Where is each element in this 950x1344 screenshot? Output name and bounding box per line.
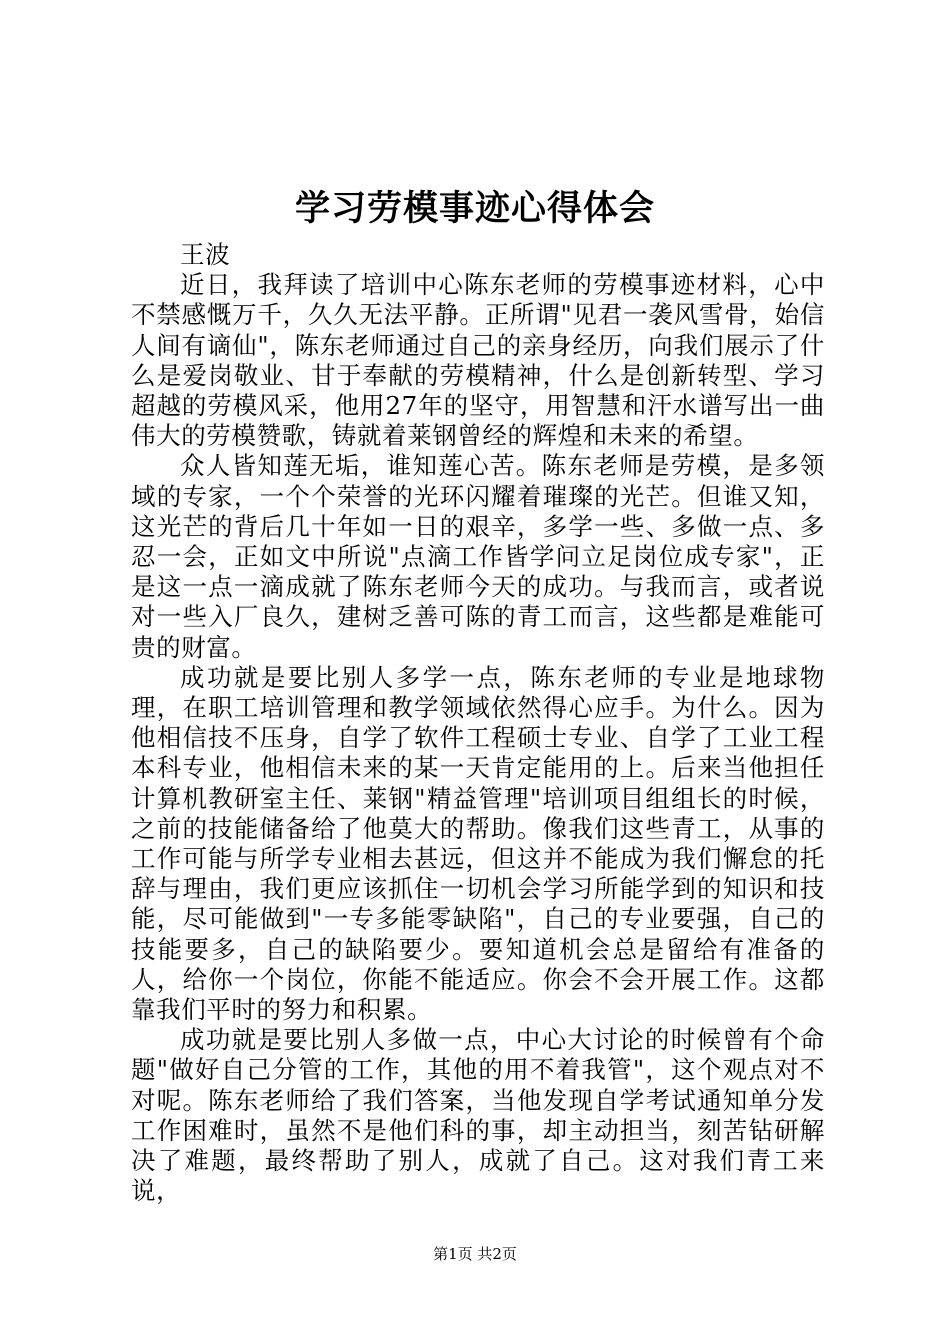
- paragraph-3: 成功就是要比别人多学一点，陈东老师的专业是地球物理，在职工培训管理和教学领域依然得心应手。为什么。因为他相信技不压身，自学了软件工程硕士专业、自学了工业工程本科专业，他相信未来的某一天肯定能用的上。后来当他担任计算机教研室主任、莱钢"精益管理"培训项目组组长的时候，之前的技能储备给了他莫大的帮助。像我们这些青工，从事的工作可能与所学专业相去甚远，但这并不能成为我们懈怠的托辞与理由，我们更应该抓住一切机会学习所能学到的知识和技能，尽可能做到"一专多能零缺陷"，自己的专业要强，自己的技能要多，自己的缺陷要少。要知道机会总是留给有准备的人，给你一个岗位，你能不能适应。你会不会开展工作。这都靠我们平时的努力和积累。: [131, 662, 825, 1025]
- paragraph-1: 近日，我拜读了培训中心陈东老师的劳模事迹材料，心中不禁感慨万千，久久无法平静。正所谓"见君一袭风雪骨，始信人间有谪仙"，陈东老师通过自己的亲身经历，向我们展示了什么是爱岗敬业、甘于奉献的劳模精神，什么是创新转型、学习超越的劳模风采，他用27年的坚守，用智慧和汗水谱写出一曲伟大的劳模赞歌，铸就着莱钢曾经的辉煌和未来的希望。: [131, 270, 825, 451]
- author-line: 王波: [180, 240, 231, 269]
- paragraph-2: 众人皆知莲无垢，谁知莲心苦。陈东老师是劳模，是多领域的专家，一个个荣誉的光环闪耀着璀璨的光芒。但谁又知，这光芒的背后几十年如一日的艰辛，多学一些、多做一点、多忍一会，正如文中所说"点滴工作皆学问立足岗位成专家"，正是这一点一滴成就了陈东老师今天的成功。与我而言，或者说对一些入厂良久，建树乏善可陈的青工而言，这些都是难能可贵的财富。: [131, 451, 825, 662]
- document-body: [131, 240, 825, 1207]
- paragraph-4: 成功就是要比别人多做一点，中心大讨论的时候曾有个命题"做好自己分管的工作，其他的用不着我管"，这个观点对不对呢。陈东老师给了我们答案，当他发现自学考试通知单分发工作困难时，虽然不是他们科的事，却主动担当，刻苦钻研解决了难题，最终帮助了别人，成就了自己。这对我们青工来说，: [131, 1025, 825, 1206]
- page-footer: 第1页 共2页: [433, 1245, 517, 1263]
- document-title: 学习劳模事迹心得体会: [294, 188, 655, 229]
